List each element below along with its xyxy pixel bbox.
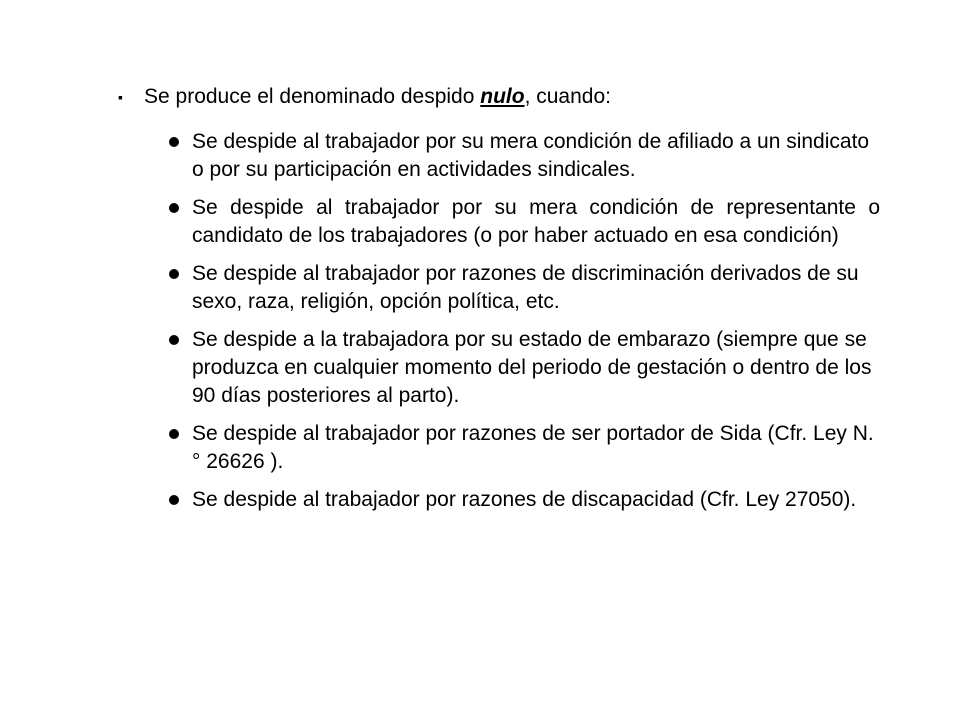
list-item [165,194,880,250]
intro-text-before: Se produce el denominado despido [144,85,481,108]
list-item-text: Se despide al trabajador por su mera condición de representante o candidato de los trabajadores (o por haber actuado en esa condición) [192,196,880,247]
bullet-dot-icon [165,194,192,222]
bullet-dot-icon [165,326,192,354]
list-item-text: Se despide al trabajador por razones de discriminación derivados de su sexo, raza, religión, opción política, etc. [192,262,859,313]
list-item-text: Se despide a la trabajadora por su estado de embarazo (siempre que se produzca en cualquier momento del periodo de gestación o dentro de los 90 días posteriores al parto). [192,328,872,407]
square-bullet-icon: ▪ [118,89,123,105]
conditions-list [165,128,880,524]
intro-emphasis: nulo [480,85,525,108]
list-item-text: Se despide al trabajador por su mera condición de afiliado a un sindicato o por su participación en actividades sindicales. [192,130,870,181]
list-item-text: Se despide al trabajador por razones de discapacidad (Cfr. Ley 27050). [192,488,857,511]
bullet-dot-icon [165,260,192,288]
bullet-dot-icon [165,128,192,156]
bullet-dot-icon [165,486,192,514]
intro-text-after: , cuando: [524,85,611,108]
list-item [165,128,880,184]
list-item [165,486,880,514]
bullet-dot-icon [165,420,192,448]
intro-text [144,83,611,111]
list-item [165,326,880,410]
list-item [165,420,880,476]
intro-paragraph [118,83,898,111]
list-item [165,260,880,316]
list-item-text: Se despide al trabajador por razones de ser portador de Sida (Cfr. Ley N.° 26626 ). [192,422,874,473]
